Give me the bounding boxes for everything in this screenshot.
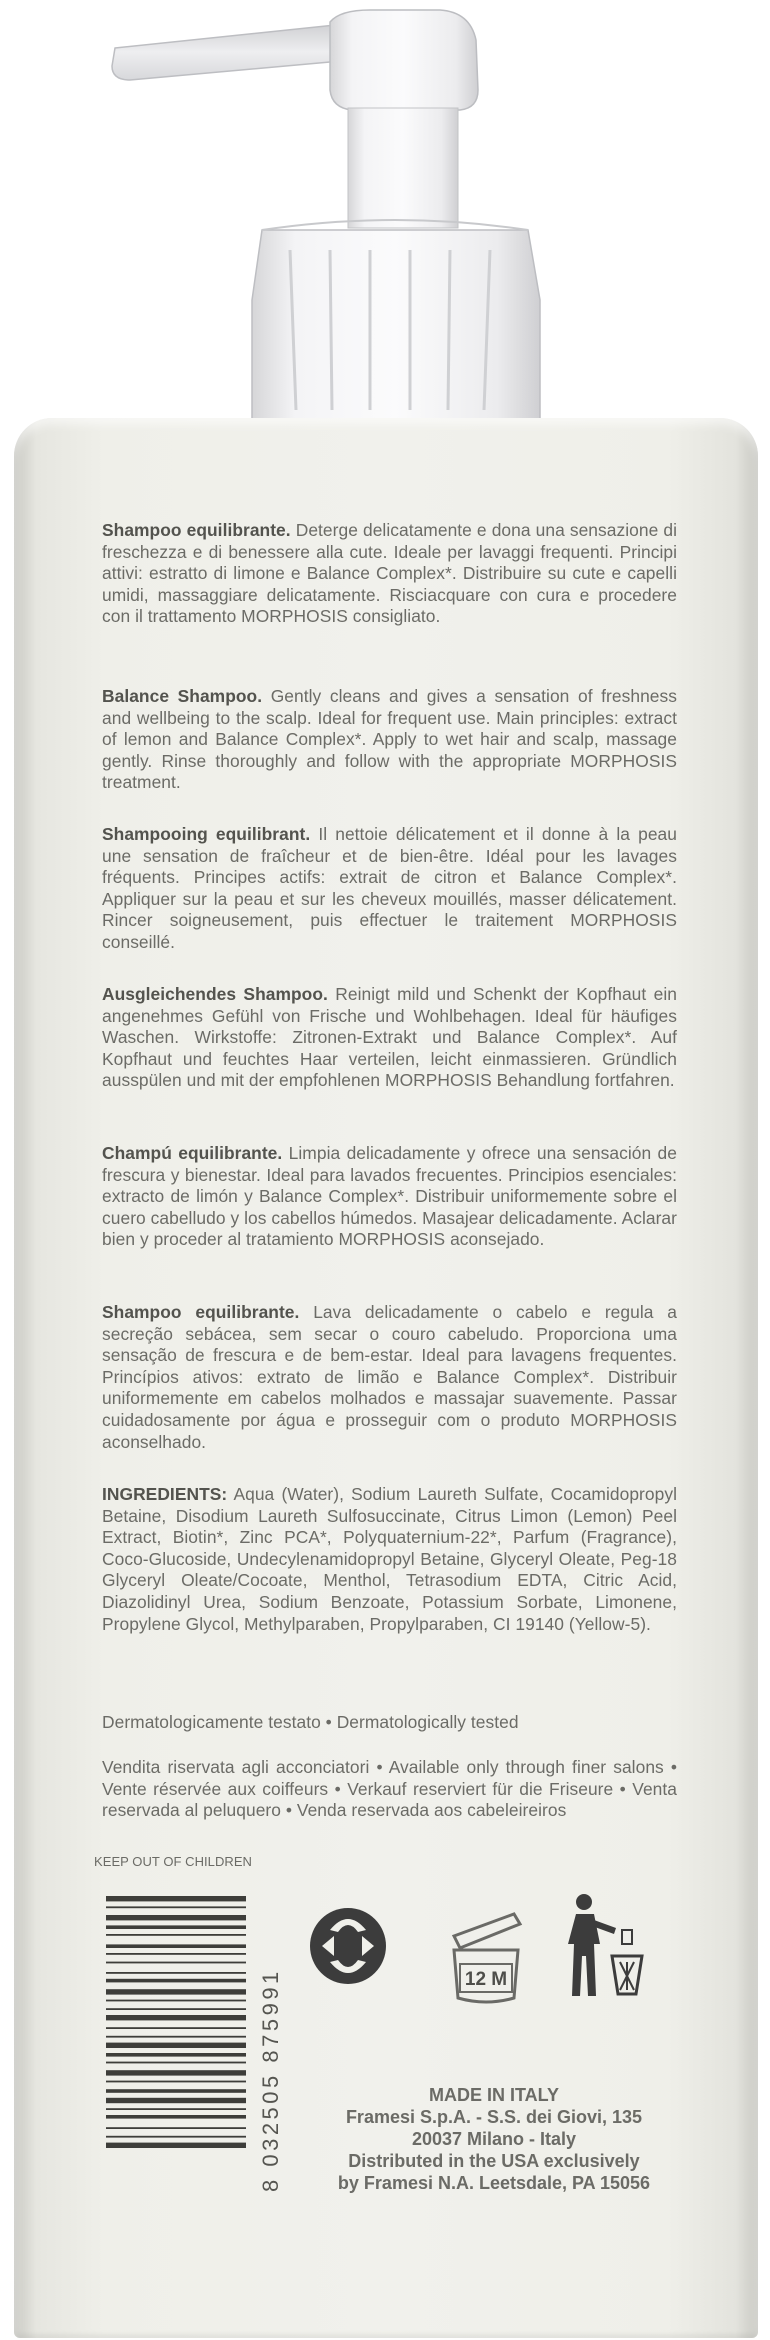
dermatologically-tested: Dermatologicamente testato • Dermatologically tested bbox=[102, 1712, 519, 1732]
barcode-bar bbox=[106, 2053, 246, 2057]
french-description bbox=[102, 824, 677, 954]
barcode-bar bbox=[106, 2089, 246, 2093]
bottle-label bbox=[14, 418, 758, 2338]
barcode-bar bbox=[106, 2115, 246, 2119]
manufacturer-address: Framesi S.p.A. - S.S. dei Giovi, 135 bbox=[345, 2107, 643, 2127]
spanish-title: Champú equilibrante. bbox=[102, 1143, 283, 1163]
recycle-icon bbox=[310, 1908, 386, 1984]
barcode-bar bbox=[106, 2062, 246, 2064]
italian-title: Shampoo equilibrante. bbox=[102, 520, 291, 540]
french-title: Shampooing equilibrant. bbox=[102, 824, 311, 844]
distributor-line: Distributed in the USA exclusively bbox=[348, 2151, 640, 2171]
barcode-bar bbox=[106, 2143, 246, 2148]
manufacturer-info bbox=[284, 2084, 704, 2194]
barcode-bar bbox=[106, 1962, 246, 1964]
period-after-opening-icon bbox=[454, 1914, 520, 2002]
barcode-bar bbox=[106, 1915, 246, 1920]
spanish-description bbox=[102, 1143, 677, 1251]
barcode-bar bbox=[106, 2000, 246, 2002]
barcode-number: 8 032505 875991 bbox=[258, 1968, 283, 2192]
barcode-bar bbox=[106, 2043, 246, 2048]
barcode-bar bbox=[106, 2136, 246, 2138]
portuguese-description bbox=[102, 1302, 677, 1453]
barcode-bar bbox=[106, 1989, 246, 1994]
italian-text: Deterge delicatamente e dona una sensazione di freschezza e di benessere alla cute. Ideale per lavaggi frequenti. Principi attivi: estratto di limone e Balance Complex*. Distribuire su cute e capelli umidi, massaggiare delicatamente. Risciacquare con cura e procedere con il trattamento MORPHOSIS consigliato. bbox=[102, 520, 677, 627]
ingredients-title: INGREDIENTS: bbox=[102, 1484, 228, 1504]
barcode-bar bbox=[106, 1934, 246, 1936]
barcode-bar bbox=[106, 2015, 246, 2020]
portuguese-text: Lava delicadamente o cabelo e regula a secreção sebácea, sem secar o couro cabeludo. Proporciona uma sensação de frescura e de bem-estar. Ideal para lavagens frequentes. Princípios ativos: extrato de limão e Balance Complex*. Distribuir uniformemente em cabelos molhados e massajar suavemente. Passar cuidadosamente por água e prosseguir com o produto MORPHOSIS aconselhado. bbox=[102, 1302, 677, 1452]
made-in-italy: MADE IN ITALY bbox=[428, 2085, 559, 2105]
ingredients-text: Aqua (Water), Sodium Laureth Sulfate, Cocamidopropyl Betaine, Disodium Laureth Sulfosuccinate, Citrus Limon (Lemon) Peel Extract, Biotin*, Zinc PCA*, Polyquaternium-22*, Parfum (Fragrance), Coco-Glucoside, Undecylenamidopropyl Betaine, Glyceryl Oleate, Peg-18 Glyceryl Oleate/Cocoate, Menthol, Tetrasodium EDTA, Citric Acid, Diazolidinyl Urea, Sodium Benzoate, Potassium Sorbate, Limonene, Propylene Glycol, Methylparaben, Propylparaben, CI 19140 (Yellow-5). bbox=[102, 1484, 677, 1634]
barcode-bars bbox=[106, 1896, 246, 2148]
warning-text: KEEP OUT OF CHILDREN bbox=[94, 1854, 252, 1869]
portuguese-title: Shampoo equilibrante. bbox=[102, 1302, 300, 1322]
french-text: Il nettoie délicatement et il donne à la peau une sensation de fraîcheur et de bien-être. Idéal pour les lavages fréquents. Principes actifs: extrait de citron et Balance Complex*. Appliquer sur la peau et sur les cheveux mouillés, masser délicatement. Rincer soigneusement, puis effectuer le traitement MORPHOSIS conseillé. bbox=[102, 824, 677, 952]
english-description bbox=[102, 686, 677, 794]
barcode-bar bbox=[106, 2098, 246, 2103]
spanish-text: Limpia delicadamente y ofrece una sensación de frescura y bienestar. Ideal para lavados frecuentes. Principios esenciales: extracto de limón y Balance Complex*. Distribuir uniformemente sobre el cuero cabelludo y los cabellos húmedos. Masajear delicadamente. Aclarar bien y proceder al tratamiento MORPHOSIS aconsejado. bbox=[102, 1143, 677, 1250]
german-title: Ausgleichendes Shampoo. bbox=[102, 984, 328, 1004]
german-text: Reinigt mild und Schenkt der Kopfhaut ein angenehmes Gefühl von Frische und Wohlbehagen. Ideal für häufiges Waschen. Wirkstoffe: Zitronen-Extrakt und Balance Complex*. Auf Kopfhaut und feuchtes Haar verteilen, leicht einmassieren. Gründlich ausspülen und mit der empfohlenen MORPHOSIS Behandlung fortfahren. bbox=[102, 984, 677, 1091]
barcode bbox=[106, 1892, 286, 2192]
barcode-bar bbox=[106, 1979, 246, 1983]
english-text: Gently cleans and gives a sensation of freshness and wellbeing to the scalp. Ideal for frequent use. Main principles: extract of lemon and Balance Complex*. Apply to wet hair and scalp, massage gently. Rinse thoroughly and follow with the appropriate MORPHOSIS treatment. bbox=[102, 686, 678, 793]
manufacturer-city: 20037 Milano - Italy bbox=[411, 2129, 577, 2149]
barcode-bar bbox=[106, 1925, 246, 1929]
barcode-bar bbox=[106, 2036, 246, 2038]
barcode-bar bbox=[106, 1953, 246, 1955]
barcode-bar bbox=[106, 1906, 246, 1908]
italian-description bbox=[102, 520, 677, 628]
english-title: Balance Shampoo. bbox=[102, 686, 263, 706]
pao-label: 12 M bbox=[464, 1969, 508, 1990]
german-description bbox=[102, 984, 677, 1092]
pump-head bbox=[0, 0, 770, 440]
barcode-bar bbox=[106, 2070, 246, 2075]
dispose-in-bin-icon bbox=[568, 1894, 642, 1996]
barcode-bar bbox=[106, 2008, 246, 2010]
ingredients-list bbox=[102, 1484, 677, 1635]
barcode-bar bbox=[106, 1972, 246, 1974]
barcode-bar bbox=[106, 1944, 246, 1948]
packaging-icons bbox=[304, 1886, 664, 2016]
barcode-bar bbox=[106, 2108, 246, 2110]
distributor-address: by Framesi N.A. Leetsdale, PA 15056 bbox=[337, 2173, 651, 2193]
barcode-bar bbox=[106, 2081, 246, 2083]
barcode-bar bbox=[106, 1896, 246, 1901]
barcode-bar bbox=[106, 2127, 246, 2129]
barcode-bar bbox=[106, 2027, 246, 2029]
salon-only-notice: Vendita riservata agli acconciatori • Available only through finer salons • Vente réservée aux coiffeurs • Verkauf reserviert für die Friseure • Venta reservada al peluquero • Venda reservada aos cabeleireiros bbox=[102, 1757, 677, 1821]
